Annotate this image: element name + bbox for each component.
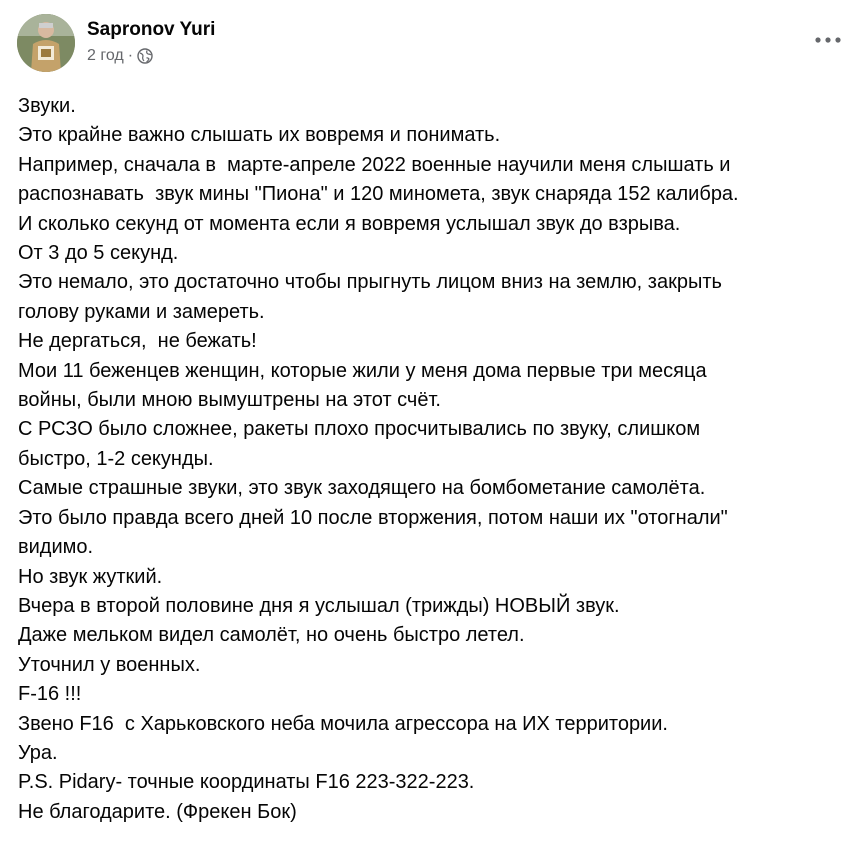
author-avatar[interactable] (17, 14, 75, 72)
post-text-line: Звуки. (18, 95, 76, 117)
separator-dot: · (127, 47, 134, 64)
post-text-line: голову руками и замереть. (18, 300, 265, 323)
post-text (18, 92, 858, 827)
post-text-line: Это было правда всего дней 10 после вторжения, потом наши их "отогнали" (18, 506, 728, 529)
post-text-line: Но звук жуткий. (18, 565, 163, 588)
post-text-line: Не благодарите. (Фрекен Бок) (18, 800, 297, 823)
globe-icon[interactable] (137, 48, 153, 64)
more-options-icon[interactable] (811, 28, 845, 52)
author-name[interactable]: Sapronov Yuri (87, 19, 216, 40)
post-header (17, 14, 215, 72)
post-text-line: войны, были мною вымуштрены на этот счёт. (18, 389, 441, 412)
post-subline (87, 46, 215, 66)
post-meta (87, 18, 215, 66)
post-text-line: Не дергаться, не бежать! (18, 330, 257, 353)
post-text-line: Вчера в второй половине дня я услышал (трижды) НОВЫЙ звук. (18, 594, 620, 617)
post-text-line: Это немало, это достаточно чтобы прыгнуть лицом вниз на землю, закрыть (18, 271, 722, 294)
post-text-line: распознавать звук мины "Пиона" и 120 миномета, звук снаряда 152 калибра. (18, 183, 739, 206)
post-text-line: Мои 11 беженцев женщин, которые жили у меня дома первые три месяца (18, 359, 707, 382)
post-text-line: P.S. Pidary- точные координаты F16 223-322-223. (18, 771, 475, 794)
post-timestamp[interactable]: 2 год (87, 47, 124, 64)
post-text-line: быстро, 1-2 секунды. (18, 447, 214, 470)
post-text-line: Уточнил у военных. (18, 653, 201, 676)
post-text-line: Ура. (18, 741, 58, 764)
post-text-line: Звено F16 с Харьковского неба мочила агрессора на ИХ территории. (18, 712, 668, 735)
post-text-line: И сколько секунд от момента если я вовремя услышал звук до взрыва. (18, 212, 681, 235)
post-text-line: F-16 !!! (18, 683, 82, 706)
post-text-line: Самые страшные звуки, это звук заходящего на бомбометание самолёта. (18, 477, 706, 500)
post-text-line: От 3 до 5 секунд. (18, 242, 179, 265)
post-text-line: видимо. (18, 536, 94, 559)
post-text-line: С РСЗО было сложнее, ракеты плохо просчитывались по звуку, слишком (18, 418, 701, 441)
post-text-line: Даже мельком видел самолёт, но очень быстро летел. (18, 624, 525, 647)
post-text-line: Например, сначала в марте-апреле 2022 военные научили меня слышать и (18, 153, 731, 176)
post-text-line: Это крайне важно слышать их вовремя и понимать. (18, 124, 501, 147)
